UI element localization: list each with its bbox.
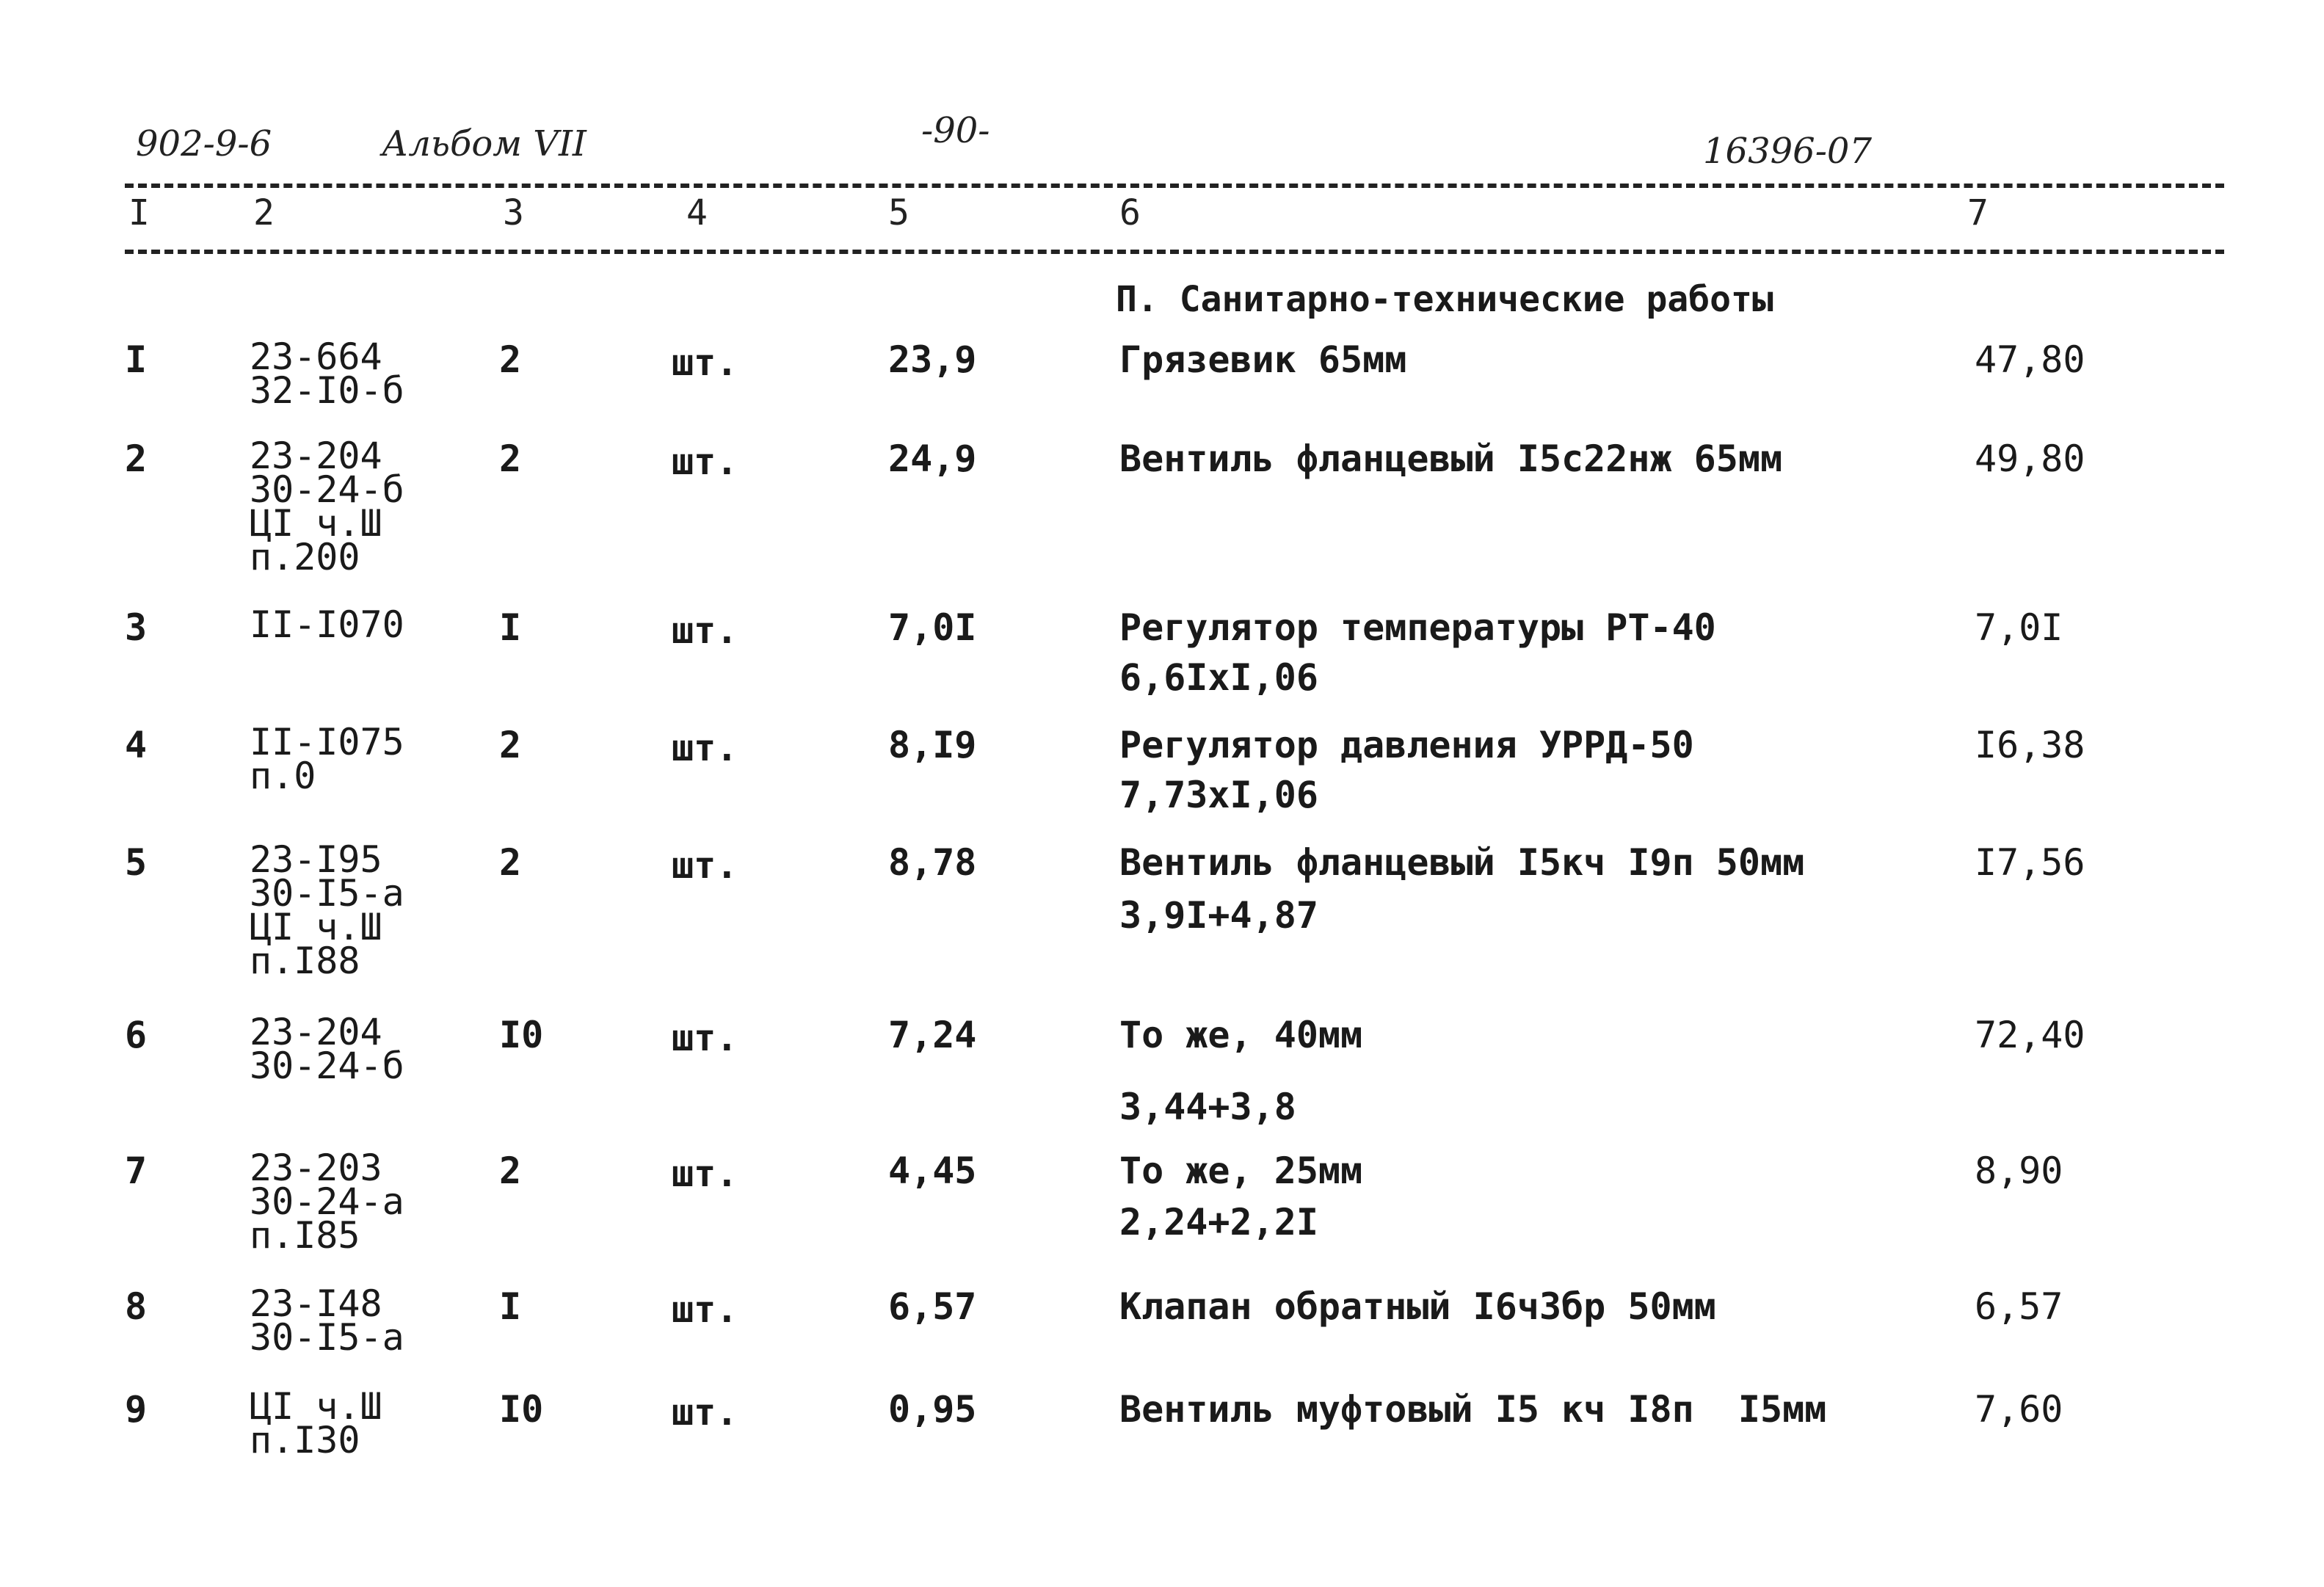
document-number: 16396-07 [1703,131,1872,172]
row-code: 23-203 30-24-а п.I85 [250,1147,404,1257]
row-code: 23-204 30-24-б ЦI ч.Ш п.200 [250,435,404,578]
row-unit: шт. [672,440,738,483]
row-quantity: 2 [499,1150,522,1192]
row-code: 23-I95 30-I5-а ЦI ч.Ш п.I88 [250,838,404,982]
row-price: 4,45 [888,1150,977,1192]
row-price: 23,9 [888,338,977,381]
row-quantity: I0 [499,1014,544,1056]
album-label: Альбом VII [382,123,587,164]
row-number: 3 [125,606,148,649]
row-quantity: 2 [499,841,522,884]
row-total: 49,80 [1975,437,2085,480]
row-code: 23-664 32-I0-б [250,335,404,412]
row-unit: шт. [672,1391,738,1434]
row-total: 7,0I [1975,606,2063,649]
row-price: 8,78 [888,841,977,884]
row-price: 7,0I [888,606,977,649]
row-unit: шт. [672,1017,738,1059]
column-header-4: 4 [686,192,708,233]
row-description: То же, 25мм [1119,1150,1363,1192]
row-description-calc: 7,73xI,06 [1119,774,1318,816]
row-description-calc: 6,6IxI,06 [1119,656,1318,699]
row-total: 8,90 [1975,1150,2063,1192]
row-code: 23-204 30-24-б [250,1011,404,1087]
row-number: 7 [125,1150,148,1192]
row-price: 7,24 [888,1014,977,1056]
row-unit: шт. [672,341,738,384]
section-title: П. Санитарно-технические работы [1116,279,1773,320]
row-description: Регулятор температуры РТ-40 [1119,606,1716,649]
row-number: 4 [125,724,148,766]
row-quantity: 2 [499,437,522,480]
row-description-calc: 2,24+2,2I [1119,1201,1318,1243]
header-divider-top [125,184,2224,188]
row-quantity: 2 [499,338,522,381]
row-total: 72,40 [1975,1014,2085,1056]
row-description: Вентиль муфтовый I5 кч I8п I5мм [1119,1388,1827,1431]
row-unit: шт. [672,727,738,769]
row-code: ЦI ч.Ш п.I30 [250,1385,382,1461]
row-number: I [125,338,148,381]
row-total: 7,60 [1975,1388,2063,1431]
row-number: 8 [125,1285,148,1328]
row-unit: шт. [672,844,738,887]
row-total: 47,80 [1975,338,2085,381]
column-header-6: 6 [1119,192,1141,233]
row-number: 2 [125,437,148,480]
row-code: II-I075 п.0 [250,721,404,797]
row-price: 8,I9 [888,724,977,766]
row-code: 23-I48 30-I5-а [250,1282,404,1359]
column-header-1: I [128,192,150,233]
row-description-calc: 3,9I+4,87 [1119,894,1318,937]
row-description-calc: 3,44+3,8 [1119,1086,1296,1128]
row-description: Регулятор давления УРРД-50 [1119,724,1694,766]
row-unit: шт. [672,1288,738,1331]
row-quantity: I [499,1285,522,1328]
row-price: 0,95 [888,1388,977,1431]
row-description: Вентиль фланцевый I5с22нж 65мм [1119,437,1783,480]
row-total: I6,38 [1975,724,2085,766]
row-total: I7,56 [1975,841,2085,884]
column-header-7: 7 [1967,192,1989,233]
row-total: 6,57 [1975,1285,2063,1328]
row-price: 24,9 [888,437,977,480]
row-number: 6 [125,1014,148,1056]
row-description: То же, 40мм [1119,1014,1363,1056]
row-unit: шт. [672,609,738,652]
row-unit: шт. [672,1152,738,1195]
document-code: 902-9-6 [136,123,272,164]
page-number: -90- [921,110,990,151]
header-divider-bottom [125,250,2224,254]
row-description: Грязевик 65мм [1119,338,1407,381]
row-quantity: I0 [499,1388,544,1431]
column-header-5: 5 [888,192,909,233]
column-header-2: 2 [253,192,275,233]
row-price: 6,57 [888,1285,977,1328]
row-number: 5 [125,841,148,884]
row-code: II-I070 [250,603,404,646]
row-description: Клапан обратный I6ч3бр 50мм [1119,1285,1716,1328]
row-number: 9 [125,1388,148,1431]
row-quantity: 2 [499,724,522,766]
row-quantity: I [499,606,522,649]
column-header-3: 3 [503,192,524,233]
row-description: Вентиль фланцевый I5кч I9п 50мм [1119,841,1805,884]
